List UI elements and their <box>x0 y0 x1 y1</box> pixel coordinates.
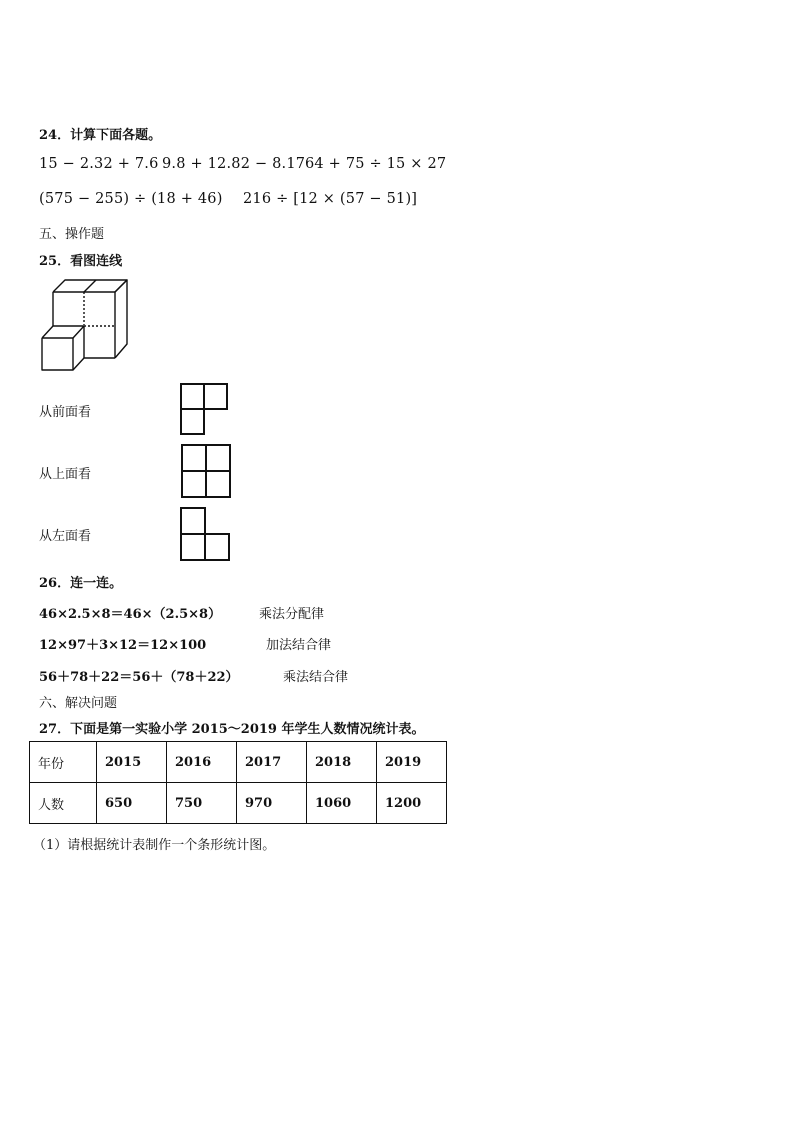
view-shape-left <box>179 506 231 562</box>
table-cell: 2017 <box>237 742 307 783</box>
table-cell: 1200 <box>377 783 447 824</box>
q24-expr-3: 64 + 75 ÷ 15 × 27 <box>305 156 447 172</box>
q26-equation-1: 46×2.5×8＝46×（2.5×8） <box>39 607 222 622</box>
view-label-left: 从左面看 <box>39 529 92 544</box>
table-cell: 2016 <box>167 742 237 783</box>
q26-law-1: 乘法分配律 <box>259 607 325 622</box>
table-cell: 650 <box>97 783 167 824</box>
view-shape-front <box>179 382 229 436</box>
q27-title: 27．下面是第一实验小学 2015～2019 年学生人数情况统计表。 <box>39 722 425 737</box>
table-header-year: 年份 <box>30 742 97 783</box>
section-6-heading: 六、解决问题 <box>39 696 118 711</box>
q24-expr-1: 15 − 2.32 + 7.6 <box>39 156 159 172</box>
table-cell: 2018 <box>307 742 377 783</box>
table-header-count: 人数 <box>30 783 97 824</box>
table-row <box>30 783 447 824</box>
q25-title: 25．看图连线 <box>39 254 123 269</box>
section-5-heading: 五、操作题 <box>39 227 105 242</box>
cube-stack-figure <box>38 278 130 372</box>
q26-law-2: 加法结合律 <box>266 638 332 653</box>
student-count-table <box>29 741 447 824</box>
view-label-top: 从上面看 <box>39 467 92 482</box>
view-label-front: 从前面看 <box>39 405 92 420</box>
table-cell: 970 <box>237 783 307 824</box>
table-cell: 2015 <box>97 742 167 783</box>
table-cell: 1060 <box>307 783 377 824</box>
q24-expr-4: (575 − 255) ÷ (18 + 46) <box>39 191 223 207</box>
q24-expr-2: 9.8 + 12.82 − 8.17 <box>162 156 306 172</box>
view-shape-top <box>180 443 232 499</box>
table-row <box>30 742 447 783</box>
q27-sub-1: （1）请根据统计表制作一个条形统计图。 <box>33 838 276 853</box>
table-cell: 2019 <box>377 742 447 783</box>
q24-expr-5: 216 ÷ [12 × (57 − 51)] <box>243 191 418 207</box>
q26-title: 26．连一连。 <box>39 576 123 591</box>
q26-equation-2: 12×97＋3×12＝12×100 <box>39 638 207 653</box>
table-cell: 750 <box>167 783 237 824</box>
q26-equation-3: 56＋78＋22＝56＋（78＋22） <box>39 670 239 685</box>
q26-law-3: 乘法结合律 <box>283 670 349 685</box>
q24-title: 24．计算下面各题。 <box>39 128 162 143</box>
